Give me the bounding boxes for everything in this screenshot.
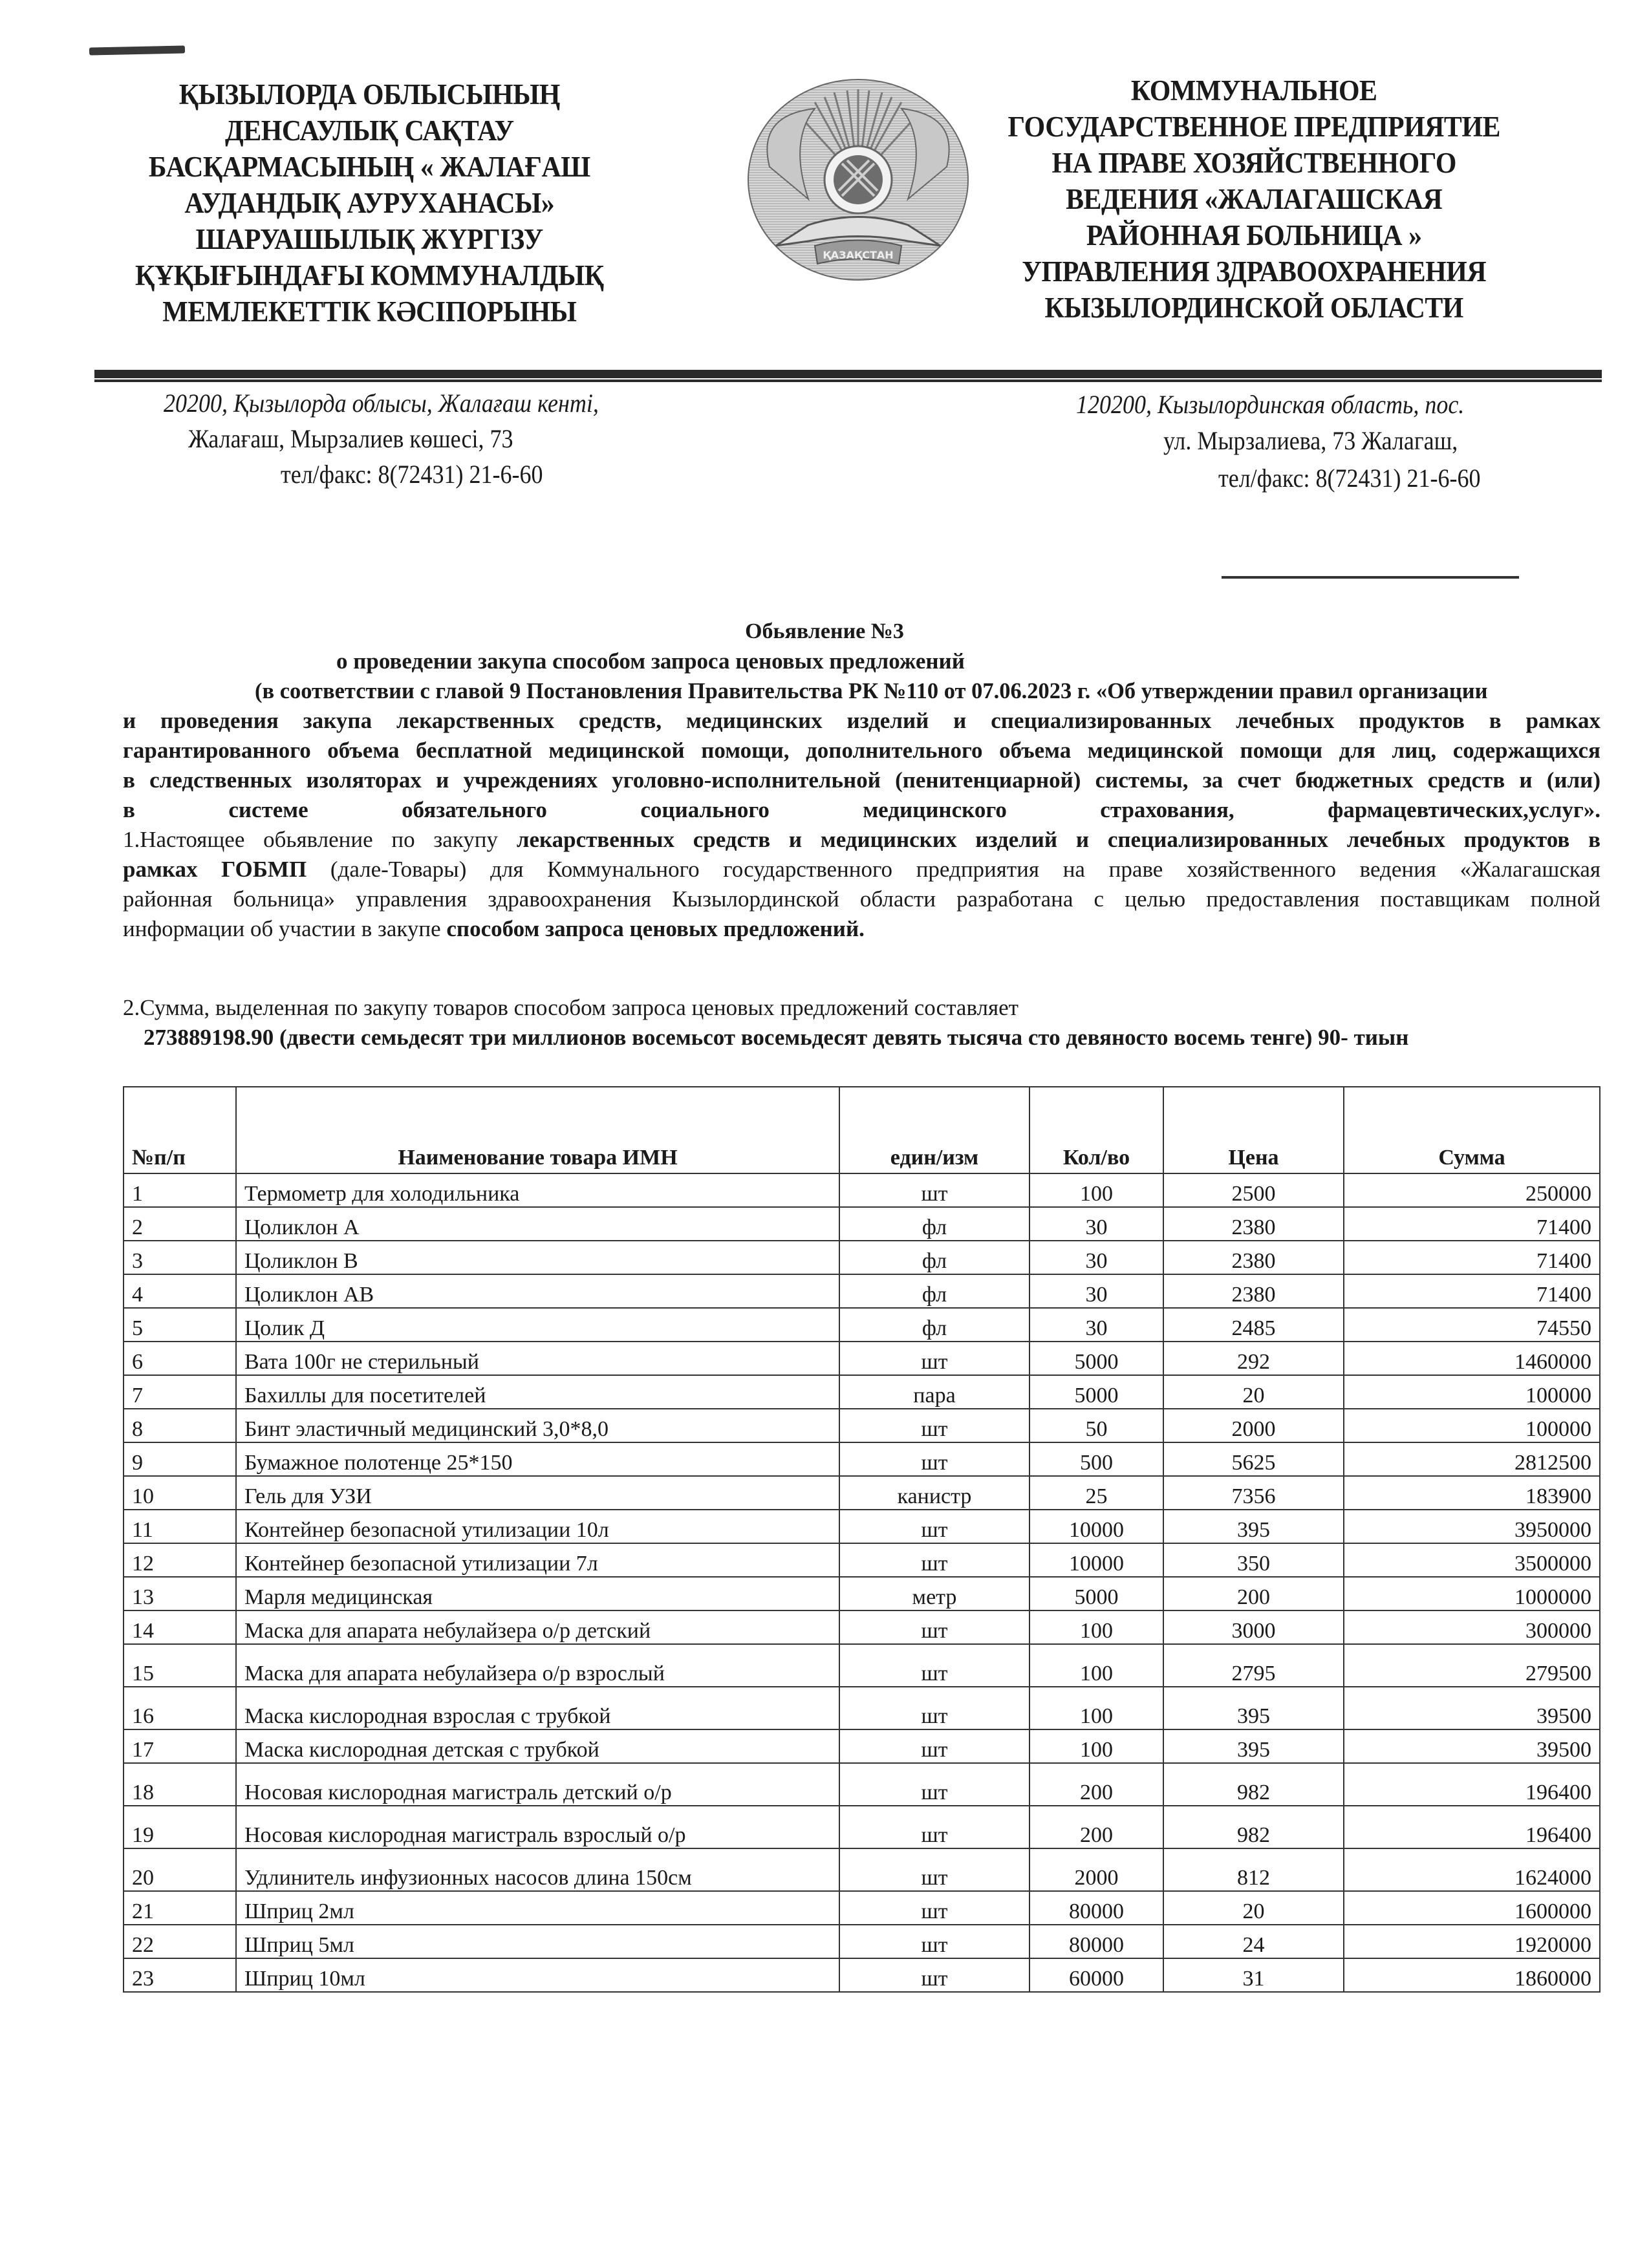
item-sum: 71400 xyxy=(1344,1207,1600,1241)
preamble-line: гарантированного объема бесплатной медицинской помощи, дополнительного объема медицинской помощи для лиц, содержащихся xyxy=(123,738,1600,763)
row-num: 13 xyxy=(124,1577,236,1610)
item-price: 982 xyxy=(1163,1806,1344,1848)
row-num: 1 xyxy=(124,1173,236,1207)
item-name: Маска для апарата небулайзера о/р детский xyxy=(236,1610,839,1644)
item-qty: 30 xyxy=(1029,1241,1163,1274)
org-kz-line: ҚЫЗЫЛОРДА ОБЛЫСЫНЫҢ xyxy=(178,78,560,111)
table-row xyxy=(124,1375,1600,1409)
item-qty: 500 xyxy=(1029,1442,1163,1476)
item-price: 2380 xyxy=(1163,1241,1344,1274)
table-row xyxy=(124,1848,1600,1891)
item-name: Шприц 2мл xyxy=(236,1891,839,1925)
org-name-kazakh xyxy=(123,76,616,330)
item-sum: 250000 xyxy=(1344,1173,1600,1207)
item-unit: шт xyxy=(839,1848,1029,1891)
para1-line3: районная больница» управления здравоохранения Кызылординской области разработана с целью предоставления поставщикам полной xyxy=(123,886,1600,912)
item-unit: шт xyxy=(839,1342,1029,1375)
item-qty: 80000 xyxy=(1029,1925,1163,1958)
org-kz-line: ДЕНСАУЛЫҚ САҚТАУ xyxy=(224,114,514,147)
item-unit: шт xyxy=(839,1891,1029,1925)
item-price: 395 xyxy=(1163,1510,1344,1543)
table-row xyxy=(124,1806,1600,1848)
org-name-russian xyxy=(989,72,1518,326)
item-name: Бахиллы для посетителей xyxy=(236,1375,839,1409)
item-price: 2500 xyxy=(1163,1173,1344,1207)
item-unit: шт xyxy=(839,1763,1029,1806)
item-unit: шт xyxy=(839,1510,1029,1543)
item-qty: 30 xyxy=(1029,1274,1163,1308)
col-header-sum: Сумма xyxy=(1344,1087,1600,1173)
item-qty: 10000 xyxy=(1029,1510,1163,1543)
org-ru-line: УПРАВЛЕНИЯ ЗДРАВООХРАНЕНИЯ xyxy=(1022,255,1487,288)
row-num: 8 xyxy=(124,1409,236,1442)
org-ru-line: КЫЗЫЛОРДИНСКОЙ ОБЛАСТИ xyxy=(1044,292,1463,324)
item-sum: 1000000 xyxy=(1344,1577,1600,1610)
item-name: Носовая кислородная магистраль детский о/р xyxy=(236,1763,839,1806)
item-name: Цолик Д xyxy=(236,1308,839,1342)
item-price: 292 xyxy=(1163,1342,1344,1375)
item-price: 200 xyxy=(1163,1577,1344,1610)
item-price: 982 xyxy=(1163,1763,1344,1806)
item-qty: 100 xyxy=(1029,1173,1163,1207)
item-price: 2795 xyxy=(1163,1644,1344,1687)
table-row xyxy=(124,1476,1600,1510)
item-qty: 100 xyxy=(1029,1729,1163,1763)
item-qty: 2000 xyxy=(1029,1848,1163,1891)
row-num: 2 xyxy=(124,1207,236,1241)
item-sum: 3950000 xyxy=(1344,1510,1600,1543)
staple-mark xyxy=(89,45,185,55)
col-header-num: №п/п xyxy=(124,1087,236,1173)
item-unit: фл xyxy=(839,1274,1029,1308)
state-emblem-icon xyxy=(744,76,973,290)
org-kz-line: ШАРУАШЫЛЫҚ ЖҮРГІЗУ xyxy=(195,223,543,255)
item-price: 7356 xyxy=(1163,1476,1344,1510)
item-unit: канистр xyxy=(839,1476,1029,1510)
item-unit: шт xyxy=(839,1687,1029,1729)
row-num: 7 xyxy=(124,1375,236,1409)
phone-fax-kz: тел/факс: 8(72431) 21-6-60 xyxy=(281,460,543,489)
col-header-name: Наименование товара ИМН xyxy=(236,1087,839,1173)
item-price: 2380 xyxy=(1163,1207,1344,1241)
total-amount-words: (двести семьдесят три миллионов восемьсот восемьдесят девять тысяча сто девяносто восемь тенге) 90- тиын xyxy=(274,1025,1409,1050)
org-ru-line: РАЙОННАЯ БОЛЬНИЦА » xyxy=(1086,219,1422,251)
item-name: Цоликлон В xyxy=(236,1241,839,1274)
item-price: 31 xyxy=(1163,1958,1344,1992)
table-row xyxy=(124,1763,1600,1806)
para1-line4 xyxy=(123,914,1600,944)
item-name: Маска кислородная взрослая с трубкой xyxy=(236,1687,839,1729)
row-num: 10 xyxy=(124,1476,236,1510)
item-sum: 1920000 xyxy=(1344,1925,1600,1958)
row-num: 12 xyxy=(124,1543,236,1577)
item-unit: шт xyxy=(839,1173,1029,1207)
item-price: 3000 xyxy=(1163,1610,1344,1644)
item-price: 2000 xyxy=(1163,1409,1344,1442)
item-unit: метр xyxy=(839,1577,1029,1610)
preamble-line: (в соответствии с главой 9 Постановления Правительства РК №110 от 07.06.2023 г. «Об утверждении правил организации xyxy=(255,678,1488,703)
item-unit: шт xyxy=(839,1806,1029,1848)
item-qty: 100 xyxy=(1029,1610,1163,1644)
item-sum: 1460000 xyxy=(1344,1342,1600,1375)
item-price: 24 xyxy=(1163,1925,1344,1958)
item-sum: 1600000 xyxy=(1344,1891,1600,1925)
item-price: 395 xyxy=(1163,1687,1344,1729)
para1-bold-text: способом запроса ценовых предложений. xyxy=(446,916,865,941)
item-name: Цоликлон А xyxy=(236,1207,839,1241)
item-qty: 25 xyxy=(1029,1476,1163,1510)
item-name: Бумажное полотенце 25*150 xyxy=(236,1442,839,1476)
item-price: 5625 xyxy=(1163,1442,1344,1476)
item-name: Термометр для холодильника xyxy=(236,1173,839,1207)
item-price: 350 xyxy=(1163,1543,1344,1577)
org-ru-line: НА ПРАВЕ ХОЗЯЙСТВЕННОГО xyxy=(1051,147,1456,179)
item-sum: 196400 xyxy=(1344,1806,1600,1848)
item-sum: 2812500 xyxy=(1344,1442,1600,1476)
item-name: Маска кислородная детская с трубкой xyxy=(236,1729,839,1763)
para2-amount-line xyxy=(144,1023,1621,1053)
item-unit: фл xyxy=(839,1241,1029,1274)
item-sum: 196400 xyxy=(1344,1763,1600,1806)
item-unit: шт xyxy=(839,1644,1029,1687)
para1-bold-text: рамках ГОБМП xyxy=(123,857,307,882)
item-qty: 80000 xyxy=(1029,1891,1163,1925)
row-num: 9 xyxy=(124,1442,236,1476)
row-num: 21 xyxy=(124,1891,236,1925)
item-sum: 71400 xyxy=(1344,1274,1600,1308)
item-sum: 300000 xyxy=(1344,1610,1600,1644)
preamble-line: в системе обязательного социального медицинского страхования, фармацевтических,услуг». xyxy=(123,797,1600,822)
item-sum: 100000 xyxy=(1344,1375,1600,1409)
table-row xyxy=(124,1207,1600,1241)
item-sum: 183900 xyxy=(1344,1476,1600,1510)
item-sum: 279500 xyxy=(1344,1644,1600,1687)
item-sum: 3500000 xyxy=(1344,1543,1600,1577)
item-unit: пара xyxy=(839,1375,1029,1409)
item-qty: 30 xyxy=(1029,1207,1163,1241)
item-sum: 1860000 xyxy=(1344,1958,1600,1992)
row-num: 17 xyxy=(124,1729,236,1763)
org-kz-line: БАСҚАРМАСЫНЫҢ « ЖАЛАҒАШ xyxy=(148,151,590,183)
item-name: Вата 100г не стерильный xyxy=(236,1342,839,1375)
total-amount: 273889198.90 xyxy=(144,1025,274,1050)
address-text: 120200, Кызылординская область, пос. xyxy=(1076,390,1465,419)
signature-line xyxy=(1222,576,1519,579)
row-num: 14 xyxy=(124,1610,236,1644)
org-kz-line: АУДАНДЫҚ АУРУХАНАСЫ» xyxy=(184,187,555,219)
table-row xyxy=(124,1891,1600,1925)
para1-text: информации об участии в закупе xyxy=(123,916,447,941)
items-table xyxy=(123,1086,1600,1993)
item-qty: 50 xyxy=(1029,1409,1163,1442)
item-name: Удлинитель инфузионных насосов длина 150см xyxy=(236,1848,839,1891)
announcement-title: Обьявление №3 xyxy=(745,619,904,643)
header-divider-thin xyxy=(94,380,1602,382)
org-kz-line: МЕМЛЕКЕТТІК КӘСІПОРЫНЫ xyxy=(162,295,577,328)
item-sum: 1624000 xyxy=(1344,1848,1600,1891)
header-divider-thick xyxy=(94,370,1602,378)
table-row xyxy=(124,1308,1600,1342)
para2-line1: 2.Сумма, выделенная по закупу товаров способом запроса ценовых предложений составляет xyxy=(123,995,1018,1020)
address-kz-line2: Жалағаш, Мырзалиев көшесі, 73 xyxy=(188,424,513,453)
org-kz-line: ҚҰҚЫҒЫНДАҒЫ КОММУНАЛДЫҚ xyxy=(135,259,604,292)
item-unit: фл xyxy=(839,1308,1029,1342)
table-row xyxy=(124,1510,1600,1543)
item-name: Бинт эластичный медицинский 3,0*8,0 xyxy=(236,1409,839,1442)
item-name: Шприц 10мл xyxy=(236,1958,839,1992)
table-header-row xyxy=(124,1087,1600,1173)
table-row xyxy=(124,1925,1600,1958)
para1-line1 xyxy=(123,825,1600,855)
item-sum: 39500 xyxy=(1344,1687,1600,1729)
phone-fax-ru: тел/факс: 8(72431) 21-6-60 xyxy=(1218,464,1481,493)
table-row xyxy=(124,1543,1600,1577)
item-qty: 60000 xyxy=(1029,1958,1163,1992)
row-num: 16 xyxy=(124,1687,236,1729)
org-ru-line: КОММУНАЛЬНОЕ xyxy=(1130,74,1377,107)
row-num: 22 xyxy=(124,1925,236,1958)
svg-text:ҚАЗАҚСТАН: ҚАЗАҚСТАН xyxy=(823,249,894,261)
item-name: Марля медицинская xyxy=(236,1577,839,1610)
table-row xyxy=(124,1644,1600,1687)
item-unit: фл xyxy=(839,1207,1029,1241)
org-ru-line: ГОСУДАРСТВЕННОЕ ПРЕДПРИЯТИЕ xyxy=(1008,111,1500,143)
table-row xyxy=(124,1687,1600,1729)
col-header-unit: един/изм xyxy=(839,1087,1029,1173)
item-price: 395 xyxy=(1163,1729,1344,1763)
item-unit: шт xyxy=(839,1409,1029,1442)
item-unit: шт xyxy=(839,1925,1029,1958)
row-num: 5 xyxy=(124,1308,236,1342)
table-row xyxy=(124,1409,1600,1442)
item-price: 2380 xyxy=(1163,1274,1344,1308)
table-row xyxy=(124,1577,1600,1610)
address-text: 20200, Қызылорда облысы, Жалағаш кенті, xyxy=(164,389,599,418)
item-qty: 200 xyxy=(1029,1806,1163,1848)
address-ru-line2: ул. Мырзалиева, 73 Жалагаш, xyxy=(1163,426,1458,455)
row-num: 11 xyxy=(124,1510,236,1543)
item-qty: 5000 xyxy=(1029,1342,1163,1375)
row-num: 15 xyxy=(124,1644,236,1687)
table-row xyxy=(124,1442,1600,1476)
row-num: 19 xyxy=(124,1806,236,1848)
address-kz-line1 xyxy=(164,385,599,422)
col-header-qty: Кол/во xyxy=(1029,1087,1163,1173)
table-row xyxy=(124,1610,1600,1644)
row-num: 6 xyxy=(124,1342,236,1375)
item-sum: 39500 xyxy=(1344,1729,1600,1763)
item-qty: 100 xyxy=(1029,1687,1163,1729)
row-num: 20 xyxy=(124,1848,236,1891)
item-qty: 5000 xyxy=(1029,1375,1163,1409)
table-row xyxy=(124,1729,1600,1763)
table-row xyxy=(124,1274,1600,1308)
item-qty: 5000 xyxy=(1029,1577,1163,1610)
preamble-line: в следственных изоляторах и учреждениях уголовно-исполнительной (пенитенциарной) системы, за счет бюджетных средств и (или) xyxy=(123,767,1600,793)
item-price: 20 xyxy=(1163,1891,1344,1925)
item-name: Шприц 5мл xyxy=(236,1925,839,1958)
item-unit: шт xyxy=(839,1543,1029,1577)
row-num: 18 xyxy=(124,1763,236,1806)
item-name: Носовая кислородная магистраль взрослый о/р xyxy=(236,1806,839,1848)
item-name: Маска для апарата небулайзера о/р взрослый xyxy=(236,1644,839,1687)
para1-text: (дале-Товары) для Коммунального государственного предприятия на праве хозяйственного ведения «Жалагашская xyxy=(307,857,1600,882)
item-qty: 200 xyxy=(1029,1763,1163,1806)
item-sum: 71400 xyxy=(1344,1241,1600,1274)
item-sum: 100000 xyxy=(1344,1409,1600,1442)
table-row xyxy=(124,1958,1600,1992)
item-name: Контейнер безопасной утилизации 10л xyxy=(236,1510,839,1543)
item-unit: шт xyxy=(839,1958,1029,1992)
para1-bold-text: лекарственных средств и медицинских изделий и специализированных лечебных продуктов в xyxy=(516,827,1600,852)
item-price: 812 xyxy=(1163,1848,1344,1891)
org-ru-line: ВЕДЕНИЯ «ЖАЛАГАШСКАЯ xyxy=(1066,183,1443,215)
item-price: 2485 xyxy=(1163,1308,1344,1342)
item-price: 20 xyxy=(1163,1375,1344,1409)
item-qty: 10000 xyxy=(1029,1543,1163,1577)
table-row xyxy=(124,1241,1600,1274)
announcement-subtitle: о проведении закупа способом запроса ценовых предложений xyxy=(336,648,965,674)
row-num: 23 xyxy=(124,1958,236,1992)
item-name: Цоликлон АВ xyxy=(236,1274,839,1308)
item-name: Гель для УЗИ xyxy=(236,1476,839,1510)
preamble-line: и проведения закупа лекарственных средств, медицинских изделий и специализированных лечебных продуктов в рамках xyxy=(123,708,1600,733)
table-row xyxy=(124,1342,1600,1375)
col-header-price: Цена xyxy=(1163,1087,1344,1173)
item-unit: шт xyxy=(839,1442,1029,1476)
item-name: Контейнер безопасной утилизации 7л xyxy=(236,1543,839,1577)
item-unit: шт xyxy=(839,1729,1029,1763)
row-num: 4 xyxy=(124,1274,236,1308)
address-ru-line1 xyxy=(1076,387,1464,423)
table-row xyxy=(124,1173,1600,1207)
row-num: 3 xyxy=(124,1241,236,1274)
para1-line2 xyxy=(123,855,1600,884)
item-qty: 30 xyxy=(1029,1308,1163,1342)
item-qty: 100 xyxy=(1029,1644,1163,1687)
item-sum: 74550 xyxy=(1344,1308,1600,1342)
item-unit: шт xyxy=(839,1610,1029,1644)
para1-text: 1.Настоящее обьявление по закупу xyxy=(123,827,517,852)
